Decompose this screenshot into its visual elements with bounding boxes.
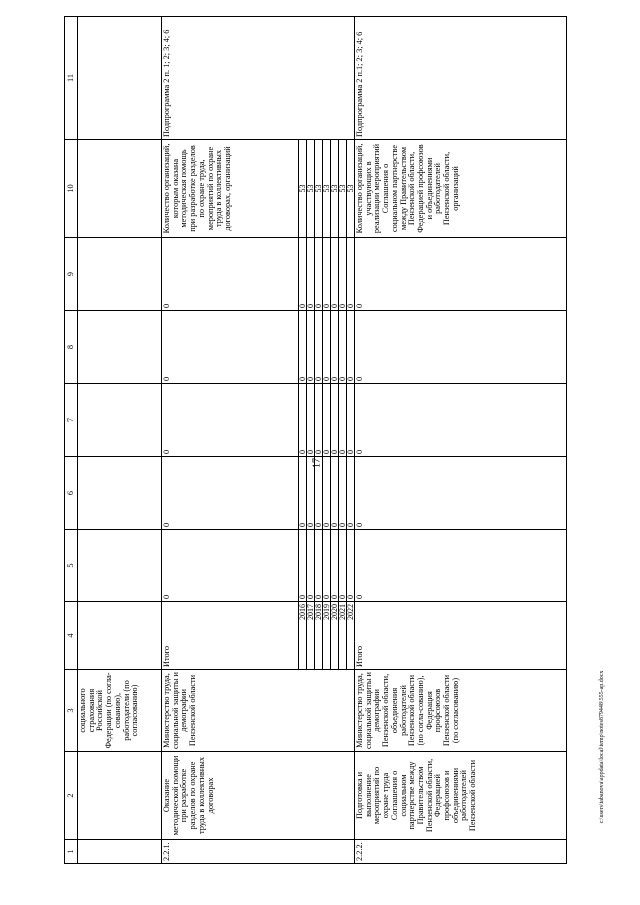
indicator-value: 53 bbox=[315, 140, 323, 238]
item-number: 2.2.1. bbox=[162, 840, 355, 864]
indicator-value: 53 bbox=[347, 140, 355, 238]
year-cell: 2019 bbox=[323, 602, 331, 670]
header-cell: 1 bbox=[65, 840, 78, 864]
value-cell: 0 bbox=[331, 530, 339, 602]
value-cell: 0 bbox=[347, 457, 355, 530]
value-cell: 0 bbox=[299, 457, 307, 530]
value-cell: 0 bbox=[339, 530, 347, 602]
value-cell: 0 bbox=[355, 457, 567, 530]
measure-name: Оказание методической помощи при разработке разделов по охране труда в коллективных договорах bbox=[162, 752, 355, 840]
executor-cell: социального страхования Российской Федерации (по согла-сованию), работодатели (по согласованию) bbox=[78, 670, 162, 752]
year-cell: 2022 bbox=[347, 602, 355, 670]
value-cell: 0 bbox=[347, 530, 355, 602]
value-cell: 0 bbox=[307, 457, 315, 530]
value-cell: 0 bbox=[162, 384, 299, 457]
value-cell: 0 bbox=[355, 530, 567, 602]
indicator-value: 53 bbox=[299, 140, 307, 238]
year-cell: 2016 bbox=[299, 602, 307, 670]
value-cell: 0 bbox=[347, 311, 355, 384]
header-cell: 9 bbox=[65, 238, 78, 311]
header-cell: 6 bbox=[65, 457, 78, 530]
value-cell: 0 bbox=[339, 384, 347, 457]
value-cell: 0 bbox=[339, 311, 347, 384]
value-cell: 0 bbox=[307, 384, 315, 457]
indicator-value: 53 bbox=[339, 140, 347, 238]
indicator-cell: Количество организаций, участвующих в реализации мероприятий Соглашения о социальном партнерстве между Правительством Пензенской области, Федерацией профсоюзов и объединениями работодателей Пензенской области, организаций bbox=[355, 140, 567, 238]
value-cell: 0 bbox=[355, 238, 567, 311]
subprogram-cell: Подпрограмма 2 п.1; 2; 3; 4; 6 bbox=[355, 17, 567, 140]
value-cell: 0 bbox=[331, 457, 339, 530]
program-table bbox=[64, 16, 567, 864]
table-row bbox=[78, 17, 162, 864]
value-cell: 0 bbox=[355, 384, 567, 457]
header-cell: 4 bbox=[65, 602, 78, 670]
value-cell: 0 bbox=[323, 457, 331, 530]
value-cell: 0 bbox=[331, 238, 339, 311]
value-cell: 0 bbox=[339, 457, 347, 530]
page-number: 17 bbox=[311, 458, 323, 468]
rotated-table-wrapper bbox=[64, 17, 584, 864]
indicator-cell: Количество организаций, которым оказана методическая помощь при разработке разделов по охране труда, мероприятий по охране труда в коллективных договорах, организаций bbox=[162, 140, 299, 238]
executor-cell: Министерство труда, социальной защиты и демографии Пензенской области bbox=[162, 670, 355, 752]
value-cell: 0 bbox=[315, 311, 323, 384]
value-cell: 0 bbox=[315, 457, 323, 530]
value-cell: 0 bbox=[307, 311, 315, 384]
table-row bbox=[355, 17, 567, 864]
value-cell: 0 bbox=[315, 384, 323, 457]
subprogram-cell: Подпрограмма 2 п. 1; 2; 3; 4; 6 bbox=[162, 17, 355, 140]
year-cell: 2021 bbox=[339, 602, 347, 670]
header-cell: 2 bbox=[65, 752, 78, 840]
measure-name: Подготовка и выполнение мероприятий по охране труда Соглашения о социальном партнерстве между Правительством Пензенской области, Федерацией профсоюзов и объединениями работодателей Пензенской области bbox=[355, 752, 567, 840]
value-cell: 0 bbox=[299, 311, 307, 384]
value-cell: 0 bbox=[323, 238, 331, 311]
header-cell: 7 bbox=[65, 384, 78, 457]
indicator-value: 53 bbox=[331, 140, 339, 238]
table-row bbox=[162, 17, 299, 864]
total-label: Итого bbox=[355, 602, 567, 670]
value-cell: 0 bbox=[162, 457, 299, 530]
value-cell: 0 bbox=[299, 530, 307, 602]
value-cell: 0 bbox=[323, 530, 331, 602]
executor-cell: Министерство труда, социальной защиты и демографии Пензенской области, объединения работодателей Пензенской области (по согла-сованию), Федерация профсоюзов Пензенской области (по согласованию) bbox=[355, 670, 567, 752]
indicator-value: 53 bbox=[307, 140, 315, 238]
value-cell: 0 bbox=[323, 384, 331, 457]
header-cell: 8 bbox=[65, 311, 78, 384]
value-cell: 0 bbox=[307, 238, 315, 311]
value-cell: 0 bbox=[162, 311, 299, 384]
indicator-value: 53 bbox=[323, 140, 331, 238]
value-cell: 0 bbox=[315, 238, 323, 311]
header-cell: 10 bbox=[65, 140, 78, 238]
total-label: Итого bbox=[162, 602, 299, 670]
value-cell: 0 bbox=[331, 384, 339, 457]
value-cell: 0 bbox=[347, 238, 355, 311]
header-cell: 3 bbox=[65, 670, 78, 752]
value-cell: 0 bbox=[162, 238, 299, 311]
footer-file-path: c:\users\tabanova\appdata\local\temp\notes879448\555-ap.docx bbox=[599, 670, 605, 824]
value-cell: 0 bbox=[162, 530, 299, 602]
value-cell: 0 bbox=[355, 311, 567, 384]
value-cell: 0 bbox=[315, 530, 323, 602]
value-cell: 0 bbox=[299, 384, 307, 457]
value-cell: 0 bbox=[347, 384, 355, 457]
value-cell: 0 bbox=[299, 238, 307, 311]
value-cell: 0 bbox=[339, 238, 347, 311]
header-cell: 11 bbox=[65, 17, 78, 140]
year-cell: 2018 bbox=[315, 602, 323, 670]
value-cell: 0 bbox=[323, 311, 331, 384]
header-cell: 5 bbox=[65, 530, 78, 602]
header-row bbox=[65, 17, 78, 864]
item-number: 2.2.2. bbox=[355, 840, 567, 864]
value-cell: 0 bbox=[307, 530, 315, 602]
year-cell: 2017 bbox=[307, 602, 315, 670]
year-cell: 2020 bbox=[331, 602, 339, 670]
value-cell: 0 bbox=[331, 311, 339, 384]
